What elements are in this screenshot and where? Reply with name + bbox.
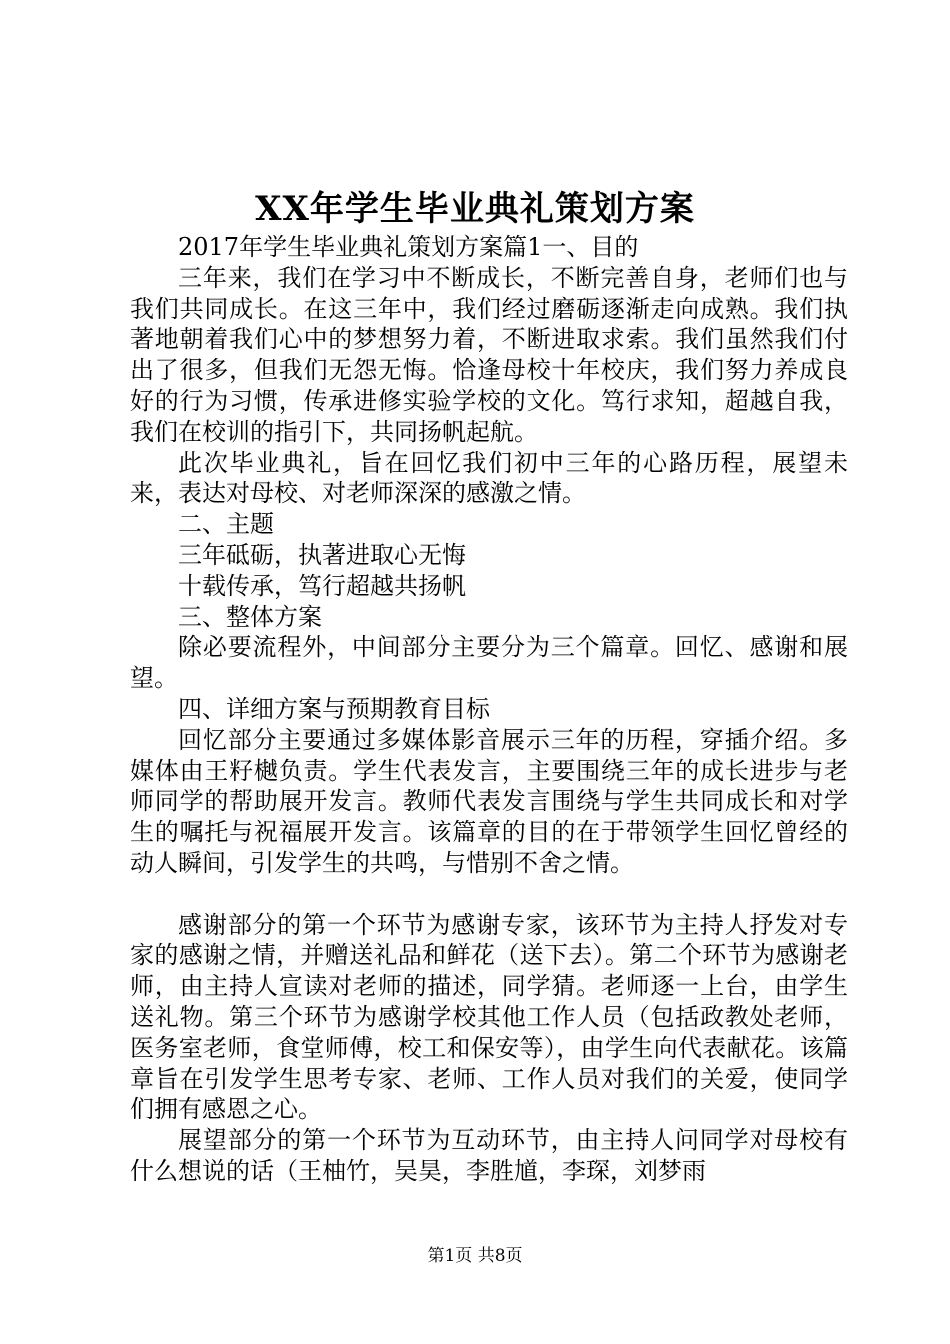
paragraph: 三年来，我们在学习中不断成长，不断完善自身，老师们也与我们共同成长。在这三年中，我们经过磨砺逐渐走向成熟。我们执著地朝着我们心中的梦想努力着，不断进取求索。我们虽然我们付出了很多，但我们无怨无悔。恰逢母校十年校庆，我们努力养成良好的行为习惯，传承进修实验学校的文化。笃行求知，超越自我，我们在校训的指引下，共同扬帆起航。	[130, 263, 848, 446]
paragraph-heading-intro: 2017年学生毕业典礼策划方案篇1一、目的	[178, 233, 639, 261]
theme-line: 十载传承，笃行超越共扬帆	[178, 571, 466, 600]
paragraph: 此次毕业典礼，旨在回忆我们初中三年的心路历程，展望未来，表达对母校、对老师深深的感激之情。	[130, 448, 848, 508]
page-number: 第1页 共8页	[427, 1246, 523, 1266]
blank-line	[130, 879, 848, 910]
section-heading: 四、详细方案与预期教育目标	[178, 694, 490, 723]
paragraph: 感谢部分的第一个环节为感谢专家，该环节为主持人抒发对专家的感谢之情，并赠送礼品和鲜花（送下去）。第二个环节为感谢老师，由主持人宣读对老师的描述，同学猜。老师逐一上台，由学生送礼物。第三个环节为感谢学校其他工作人员（包括政教处老师，医务室老师，食堂师傅，校工和保安等），由学生向代表献花。该篇章旨在引发学生思考专家、老师、工作人员对我们的关爱，使同学们拥有感恩之心。	[130, 910, 848, 1124]
section-heading: 三、整体方案	[178, 602, 322, 631]
theme-line: 三年砥砺，执著进取心无悔	[178, 540, 466, 569]
document-body	[130, 232, 848, 1187]
section-heading: 二、主题	[178, 510, 274, 539]
paragraph: 展望部分的第一个环节为互动环节，由主持人问同学对母校有什么想说的话（王柚竹，吴昊，李胜馗，李琛，刘梦雨	[130, 1126, 848, 1185]
document-title: XX年学生毕业典礼策划方案	[255, 189, 695, 229]
paragraph: 回忆部分主要通过多媒体影音展示三年的历程，穿插介绍。多媒体由王籽樾负责。学生代表发言，主要围绕三年的成长进步与老师同学的帮助展开发言。教师代表发言围绕与学生共同成长和对学生的嘱托与祝福展开发言。该篇章的目的在于带领学生回忆曾经的动人瞬间，引发学生的共鸣，与惜别不舍之情。	[130, 725, 848, 877]
paragraph: 除必要流程外，中间部分主要分为三个篇章。回忆、感谢和展望。	[130, 633, 848, 693]
